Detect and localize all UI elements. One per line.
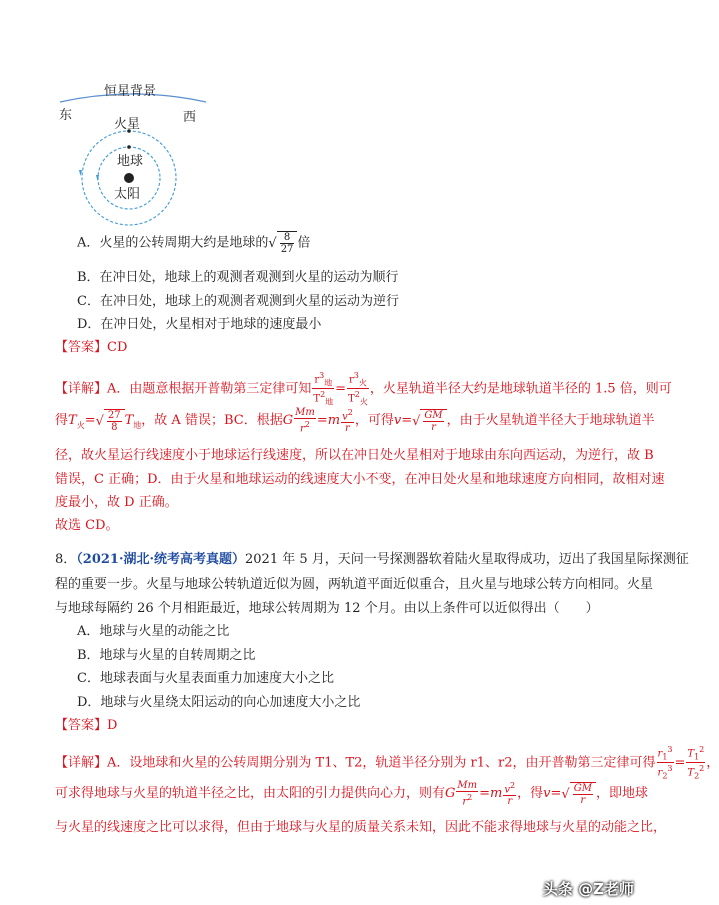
- q8-stem-line1: [55, 548, 689, 567]
- q8-detail-line3: 与火星的线速度之比可以求得，但由于地球与火星的质量关系未知，因此不能求得地球与火星的动能之比，: [55, 820, 667, 835]
- star-background-label: 恒星背景: [104, 84, 157, 99]
- q7-option-d: D．在冲日处，火星相对于地球的速度最小: [77, 317, 322, 332]
- q7-detail-line5: 度最小，故 D 正确。: [55, 495, 178, 510]
- q7-option-b: B．在冲日处，地球上的观测者观测到火星的运动为顺行: [77, 270, 399, 285]
- earth-label: 地球: [117, 154, 144, 169]
- detail-text: ，由于火星轨道半径大于地球轨道半: [446, 413, 655, 429]
- q7-detail-line1: 【详解】A．由题意根据开普勒第三定律可知 $r^3_地$ $T^2_地$ = $r^3_火$ $T^2_火$ ，火星轨道半径大约是地球轨道半径的 1.5 倍，则可: [55, 371, 672, 407]
- sqrt-fraction: √ $\frac{8}{27}$: [268, 231, 297, 255]
- detail-text: A．设地球和火星的公转周期分别为 T1、T2，轨道半径分别为 r1、r2，由开普勒第三定律可得: [107, 755, 656, 771]
- q8-option-d: D．地球与火星绕太阳运动的向心加速度大小之比: [77, 695, 361, 710]
- q8-option-b: B．地球与火星的自转周期之比: [77, 648, 256, 663]
- detail-label: 【详解】: [55, 381, 108, 397]
- detail-label: 【详解】: [55, 755, 108, 771]
- q7-answer: [55, 336, 127, 355]
- gravity-formula: $\frac{Mm}{r^2}$: [295, 407, 315, 435]
- q7-conclusion: 故选 CD。: [55, 518, 119, 533]
- question-source: （2021·湖北·统考高考真题）: [76, 552, 246, 567]
- detail-text: ，得: [517, 786, 544, 802]
- sun-dot: [124, 173, 134, 183]
- detail-text: ，即地球: [595, 786, 648, 802]
- answer-value: D: [107, 718, 118, 733]
- answer-label: 【答案】: [55, 718, 108, 733]
- velocity-formula: √ $\frac{GM}{r}$: [412, 409, 447, 433]
- q7-option-a: [77, 231, 310, 255]
- q7-detail-line3: 径，故火星运行线速度小于地球运行线速度，所以在冲日处火星相对于地球由东向西运动，为逆行，故 B: [55, 448, 654, 463]
- option-a-suffix: 倍: [297, 235, 311, 251]
- q8-detail-line1: 【详解】A．设地球和火星的公转周期分别为 T1、T2，轨道半径分别为 r1、r2，由开普勒第三定律可得 $\frac{r_1^3}{r_2^3}$ = $\frac{T_1^2}{T_2^2}$ ，: [55, 745, 719, 781]
- fraction-denominator: 27: [280, 244, 294, 255]
- detail-text: ，火星轨道半径大约是地球轨道半径的 1.5 倍，则可: [369, 381, 672, 397]
- west-label: 西: [183, 110, 197, 125]
- q8-detail-line2: 可求得地球与火星的轨道半径之比，由太阳的引力提供向心力，则有G $\frac{Mm}{r^2}$ =m $\frac{v^2}{r}$ ，得v=√ $\frac{GM}{r}$ ，即地球: [55, 780, 648, 808]
- earth-dot: [127, 145, 131, 149]
- sun-label: 太阳: [114, 187, 141, 202]
- answer-label: 【答案】: [55, 340, 108, 355]
- option-a-text: A．火星的公转周期大约是地球的: [77, 235, 269, 251]
- question-text: 2021 年 5 月，天问一号探测器软着陆火星取得成功，迈出了我国星际探测征: [245, 552, 689, 567]
- gravity-formula: $\frac{Mm}{r^2}$: [457, 780, 478, 808]
- q8-option-a: A．地球与火星的动能之比: [77, 624, 230, 639]
- answer-value: CD: [107, 340, 128, 355]
- fraction-numerator: 8: [280, 232, 295, 244]
- kepler-formula: $r^3_地$ $T^2_地$: [313, 371, 334, 407]
- q7-option-c: C．在冲日处，地球上的观测者观测到火星的运动为逆行: [77, 294, 399, 309]
- question-number: 8．: [55, 552, 77, 567]
- detail-text: 得: [55, 413, 69, 429]
- q8-stem-line3: 与地球每隔约 26 个月相距最近，地球公转周期为 12 个月。由以上条件可以近似得出（ ）: [55, 601, 599, 616]
- q7-detail-line4: 错误，C 正确；D．由于火星和地球运动的线速度大小不变，在冲日处火星和地球速度方向相同，故相对速: [55, 472, 665, 487]
- east-label: 东: [59, 108, 73, 123]
- detail-text: ，可得: [354, 413, 394, 429]
- watermark: 头条 @Z老师: [542, 880, 634, 898]
- q7-detail-line2: 得$T_火=√$ $\frac{27}{8}$ $T_地$，故 A 错误；BC．根据G $\frac{Mm}{r^2}$ =m $\frac{v^2}{r}$ ，可得v=√ $\frac{GM}{r}$ ，由于火星轨道半径大于地球轨道半: [55, 407, 655, 435]
- q8-stem-line2: 程的重要一步。火星与地球公转轨道近似为圆，两轨道平面近似重合，且火星与地球公转方向相同。火星: [55, 577, 654, 592]
- sqrt-formula: √ $\frac{27}{8}$: [96, 409, 125, 433]
- kepler-ratio: $\frac{r_1^3}{r_2^3}$: [657, 745, 673, 781]
- mars-label: 火星: [114, 117, 141, 132]
- detail-text: 可求得地球与火星的轨道半径之比，由太阳的引力提供向心力，则有: [55, 786, 446, 802]
- q8-answer: [55, 714, 117, 733]
- q8-option-c: C．地球表面与火星表面重力加速度大小之比: [77, 671, 334, 686]
- detail-text: A．由题意根据开普勒第三定律可知: [107, 381, 312, 397]
- velocity-formula: √ $\frac{GM}{r}$: [561, 782, 596, 806]
- detail-text: ，故 A 错误；BC．根据: [141, 413, 283, 429]
